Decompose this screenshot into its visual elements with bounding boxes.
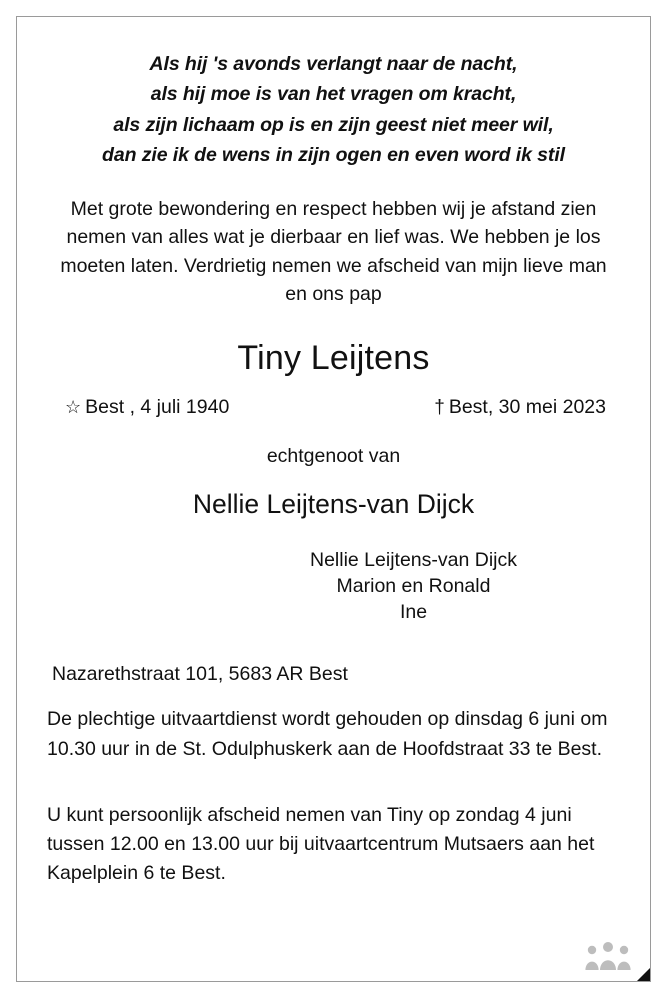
poem-line: als zijn lichaam op is en zijn geest niet meer wil,	[113, 113, 554, 136]
cross-icon: †	[434, 396, 445, 418]
memorial-card	[16, 16, 651, 982]
family-member: Nellie Leijtens-van Dijck	[310, 548, 517, 571]
intro-text: Met grote bewondering en respect hebben wij je afstand zien nemen van alles wat je dierbaar en lief was. We hebben je los moeten laten. Verdrietig nemen we afscheid van mijn lieve man en ons pap	[60, 197, 607, 306]
funeral-home-logo-icon	[582, 937, 634, 971]
poem-line: dan zie ik de wens in zijn ogen en even word ik stil	[102, 144, 565, 167]
spouse-name: Nellie Leijtens-van Dijck	[192, 488, 475, 519]
family-member: Marion en Ronald	[336, 574, 491, 597]
service-text: De plechtige uitvaartdienst wordt gehouden op dinsdag 6 juni om 10.30 uur in de St. Odulphuskerk aan de Hoofdstraat 33 te Best.	[47, 708, 608, 760]
poem	[43, 49, 624, 171]
star-icon: ☆	[65, 396, 82, 417]
memorial-content	[17, 17, 650, 981]
family-member: Ine	[399, 601, 428, 624]
death-entry	[434, 396, 606, 419]
family-list	[43, 547, 624, 626]
poem-line: als hij moe is van het vragen om kracht,	[150, 83, 517, 106]
dates-row	[43, 396, 624, 419]
spouse-label: echtgenoot van	[266, 444, 401, 467]
corner-fold	[637, 968, 650, 981]
birth-entry	[65, 396, 229, 419]
farewell-text: U kunt persoonlijk afscheid nemen van Tiny op zondag 4 juni tussen 12.00 en 13.00 uur bij uitvaartcentrum Mutsaers aan het Kapelplein 6 te Best.	[47, 803, 595, 885]
birth-text: Best , 4 juli 1940	[85, 395, 230, 418]
death-text: Best, 30 mei 2023	[448, 395, 606, 418]
deceased-name: Tiny Leijtens	[237, 338, 430, 377]
poem-line: Als hij 's avonds verlangt naar de nacht,	[149, 53, 518, 75]
address-text: Nazarethstraat 101, 5683 AR Best	[52, 663, 348, 686]
